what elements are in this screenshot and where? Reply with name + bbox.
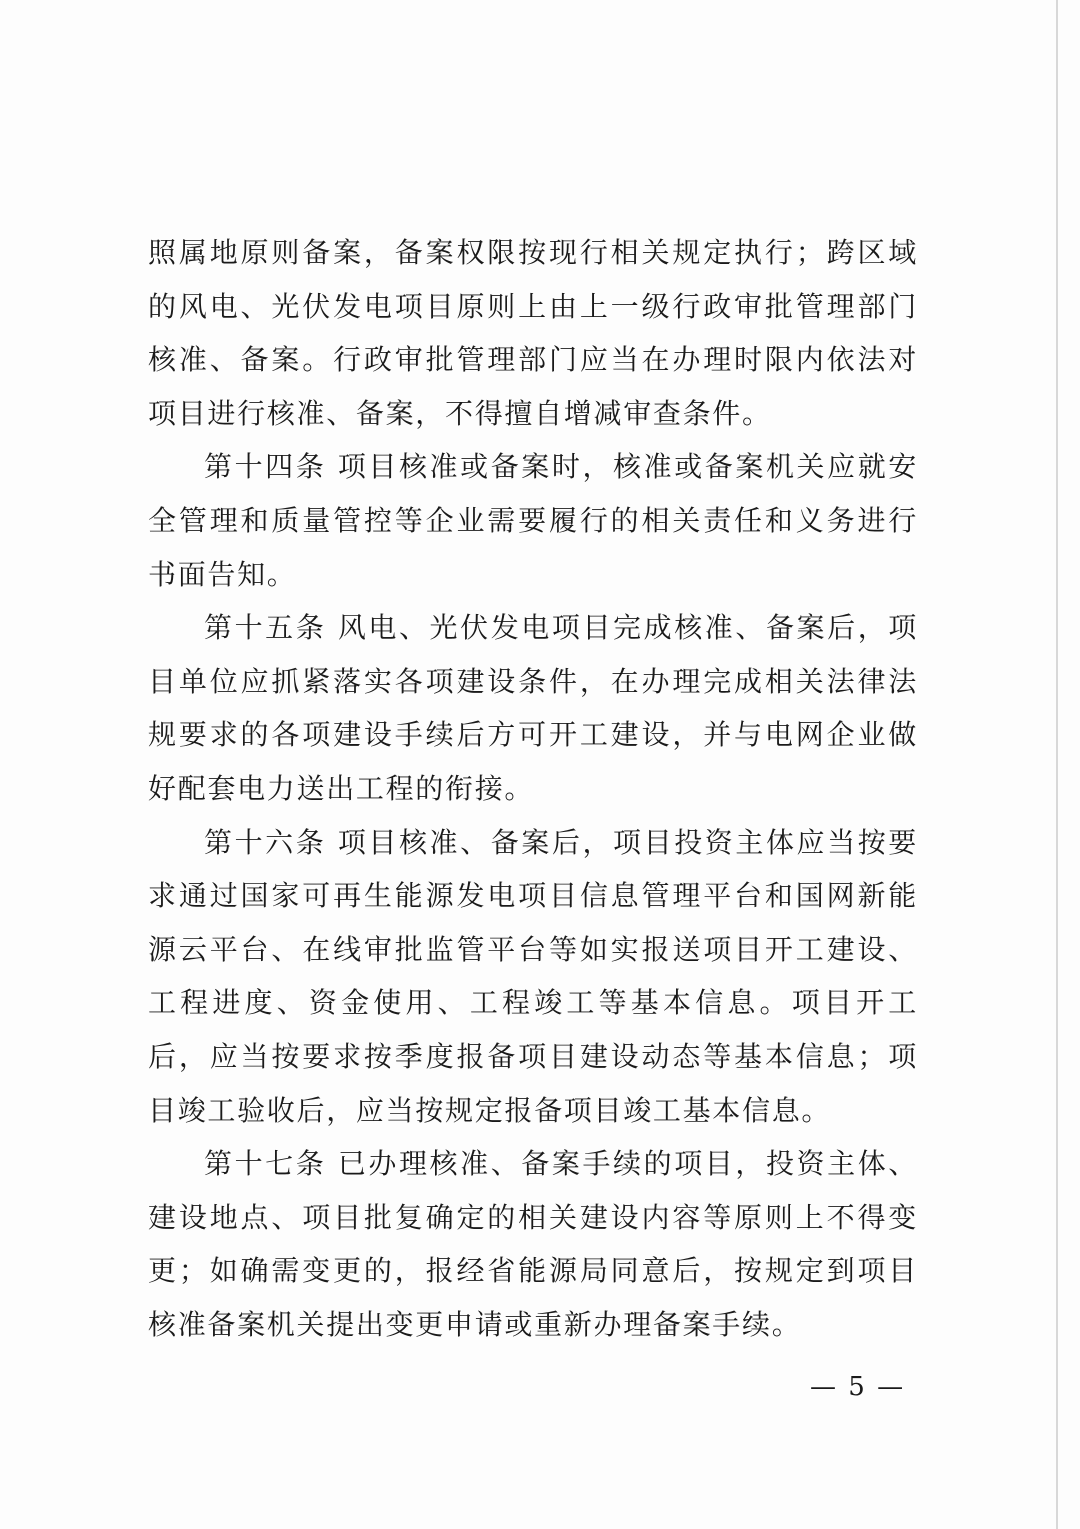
- paragraph-article-15: 第十五条 风电、光伏发电项目完成核准、备案后，项目单位应抓紧落实各项建设条件，在办理完成相关法律法规要求的各项建设手续后方可开工建设，并与电网企业做好配套电力送出工程的衔接。: [148, 611, 918, 805]
- document-body: [148, 226, 918, 1351]
- scan-edge-line: [1056, 0, 1058, 1529]
- paragraph-continuation: 照属地原则备案，备案权限按现行相关规定执行；跨区域的风电、光伏发电项目原则上由上一级行政审批管理部门核准、备案。行政审批管理部门应当在办理时限内依法对项目进行核准、备案，不得擅自增减审查条件。: [148, 236, 918, 430]
- paragraph-article-17: 第十七条 已办理核准、备案手续的项目，投资主体、建设地点、项目批复确定的相关建设内容等原则上不得变更；如确需变更的，报经省能源局同意后，按规定到项目核准备案机关提出变更申请或重新办理备案手续。: [148, 1147, 918, 1341]
- page-number: — 5 —: [810, 1372, 906, 1402]
- paragraph-article-16: 第十六条 项目核准、备案后，项目投资主体应当按要求通过国家可再生能源发电项目信息管理平台和国网新能源云平台、在线审批监管平台等如实报送项目开工建设、工程进度、资金使用、工程竣工等基本信息。项目开工后，应当按要求按季度报备项目建设动态等基本信息；项目竣工验收后，应当按规定报备项目竣工基本信息。: [148, 825, 918, 1127]
- paragraph-article-14: 第十四条 项目核准或备案时，核准或备案机关应就安全管理和质量管控等企业需要履行的相关责任和义务进行书面告知。: [148, 450, 918, 591]
